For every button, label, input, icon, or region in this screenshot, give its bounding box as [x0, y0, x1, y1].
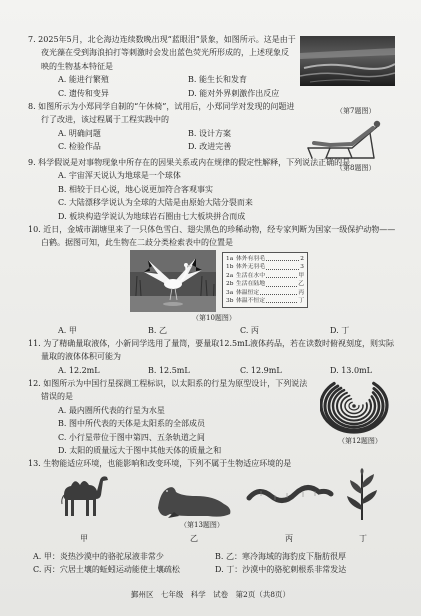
key-leader — [266, 260, 299, 261]
figure-label-ding: 丁 — [359, 534, 367, 543]
question-13-options — [28, 550, 400, 577]
key-text: 体温恒定 — [236, 289, 260, 296]
question-8 — [28, 100, 296, 154]
figure-8-caption: （第8题图） — [336, 164, 376, 172]
question-12-stem: 12. 如图所示为中国行星探测工程标识，以太阳系的行星为原型设计，下列说法错误的是 — [28, 379, 308, 402]
question-13-options-block — [28, 550, 400, 577]
question-12 — [28, 377, 308, 457]
option-b: B. 12.5mL — [148, 365, 190, 375]
key-row — [226, 280, 304, 288]
desert-plant-figure — [343, 468, 381, 520]
question-10-stem: 10. 近日，金城市湖塘里来了一只体色雪白、翅尖黑色的珍稀动物，经专家判断为国家一级保护动物——白鹤。据图可知，此生物在二歧分类检索表中的位置是 — [28, 225, 396, 248]
question-9-options — [28, 169, 400, 223]
question-10-options-block — [28, 324, 400, 337]
key-row — [226, 255, 304, 263]
question-10-options — [28, 324, 400, 337]
option-b: B. 乙 — [148, 326, 167, 335]
option-c: C. 小行星带位于图中第四、五条轨道之间 — [58, 432, 205, 442]
key-row — [226, 272, 304, 280]
question-9-stem: 9. 科学假说是对事物现象中所存在的因果关系或内在规律的假定性解释，下列说法正确的是 — [28, 158, 351, 167]
option-d: D. 改进完善 — [188, 142, 232, 152]
key-row — [226, 263, 304, 271]
key-leader — [266, 269, 299, 270]
option-c: C. 大陆漂移学说认为全球的大陆是由原始大陆分裂而来 — [58, 198, 253, 208]
figure-label-bing: 丙 — [285, 534, 293, 543]
option-a: A. 12.2mL — [58, 365, 100, 375]
key-result: 丁 — [298, 298, 304, 305]
blue-tears-photo — [300, 36, 395, 86]
key-leader — [266, 277, 297, 278]
key-code: 3a — [226, 289, 234, 296]
option-b: B. 相较于日心说，地心说更加符合客观事实 — [58, 184, 213, 194]
question-7-stem: 7. 2025年5月，北仑海边连续数晚出现“蓝眼泪”景象，如图所示。这是由于夜光藻在受到海浪拍打等刺激时会发出蓝色荧光所形成的，上述现象反映的生物基本特征是 — [28, 35, 296, 71]
question-8-stem: 8. 如图所示为小郑同学自制的“午休椅”，试用后，小郑同学对发现的问题进行了改进，该过程属于工程实践中的 — [28, 102, 295, 125]
key-text: 体外无羽毛 — [236, 264, 265, 271]
key-code: 2a — [226, 272, 234, 279]
key-text: 体外有羽毛 — [236, 256, 265, 262]
question-7 — [28, 33, 296, 100]
option-b: B. 图中所代表的天体是太阳系的全部成员 — [58, 419, 205, 429]
key-code: 3b — [226, 298, 234, 305]
question-11-stem: 11. 为了精确量取液体，小新同学选用了量筒，要量取12.5mL液体药品，若在读数时俯视刻度，则实际量取的液体体积可能为 — [28, 339, 394, 362]
option-a: A. 甲：炎热沙漠中的骆驼尿液非常少 — [33, 552, 164, 561]
key-leader — [266, 286, 297, 287]
dichotomous-key-table — [222, 252, 308, 308]
option-b: B. 设计方案 — [188, 128, 231, 138]
option-a: A. 明确问题 — [58, 128, 101, 138]
option-c: C. 遗传和变异 — [58, 88, 109, 98]
key-text: 体温不恒定 — [236, 298, 265, 305]
figure-label-yi: 乙 — [190, 534, 198, 543]
option-a: A. 甲 — [58, 326, 77, 335]
key-row — [226, 289, 304, 297]
key-code: 1b — [226, 264, 234, 271]
earthworm-figure — [245, 480, 335, 508]
option-d: D. 丁：沙漠中的骆驼刺根系非常发达 — [215, 565, 347, 575]
option-a: A. 宇宙浑天说认为地球是一个球体 — [58, 171, 181, 181]
page-footer: 鄞州区 七年级 科学 试卷 第2页（共8页） — [130, 590, 291, 599]
option-d: D. 板块构造学说认为地球岩石圈由七大板块拼合而成 — [58, 211, 246, 221]
question-10 — [28, 223, 400, 250]
key-result: 2 — [300, 256, 304, 262]
camel-figure — [58, 471, 110, 519]
question-11 — [28, 337, 400, 377]
figure-7-caption: （第7题图） — [336, 107, 376, 115]
key-leader — [260, 294, 297, 295]
key-text: 生活在陆地 — [236, 281, 265, 288]
figure-label-jia: 甲 — [80, 534, 88, 543]
question-9 — [28, 156, 400, 223]
key-leader — [266, 302, 297, 303]
question-13-stem: 13. 生物能适应环境，也能影响和改变环境，下列不属于生物适应环境的是 — [28, 459, 292, 468]
key-text: 生活在水中 — [236, 272, 265, 279]
option-a: A. 能进行繁殖 — [58, 75, 109, 85]
option-b: B. 能生长和发育 — [188, 75, 247, 85]
option-d: D. 能对外界刺激作出反应 — [188, 88, 280, 98]
key-code: 1a — [226, 256, 234, 262]
key-result: 3 — [300, 264, 304, 271]
option-d: D. 13.0mL — [330, 365, 372, 375]
white-crane-photo — [130, 250, 216, 312]
option-c: C. 丙：穴居土壤的蚯蚓运动能使土壤疏松 — [33, 565, 180, 575]
question-7-options — [28, 73, 296, 100]
planetary-exploration-logo — [320, 374, 392, 434]
question-8-options — [28, 127, 296, 154]
key-result: 乙 — [298, 281, 304, 288]
option-c: C. 丙 — [240, 326, 259, 335]
option-c: C. 12.9mL — [240, 365, 282, 375]
option-c: C. 检验作品 — [58, 142, 101, 152]
key-code: 2b — [226, 281, 234, 288]
key-result: 甲 — [298, 272, 304, 279]
option-a: A. 最内圈所代表的行星为水星 — [58, 405, 165, 415]
key-result: 丙 — [298, 289, 304, 296]
question-12-options — [28, 404, 308, 458]
figure-12-caption: （第12题图） — [338, 437, 382, 445]
option-d: D. 太阳的质量远大于图中其他天体的质量之和 — [58, 446, 222, 456]
seal-figure — [152, 478, 234, 520]
key-row — [226, 297, 304, 305]
figure-13-caption: （第13题图） — [180, 521, 224, 529]
option-d: D. 丁 — [330, 326, 350, 335]
option-b: B. 乙：寒冷海域的海豹皮下脂肪很厚 — [215, 552, 346, 561]
figure-10-caption: （第10题图） — [192, 314, 236, 322]
